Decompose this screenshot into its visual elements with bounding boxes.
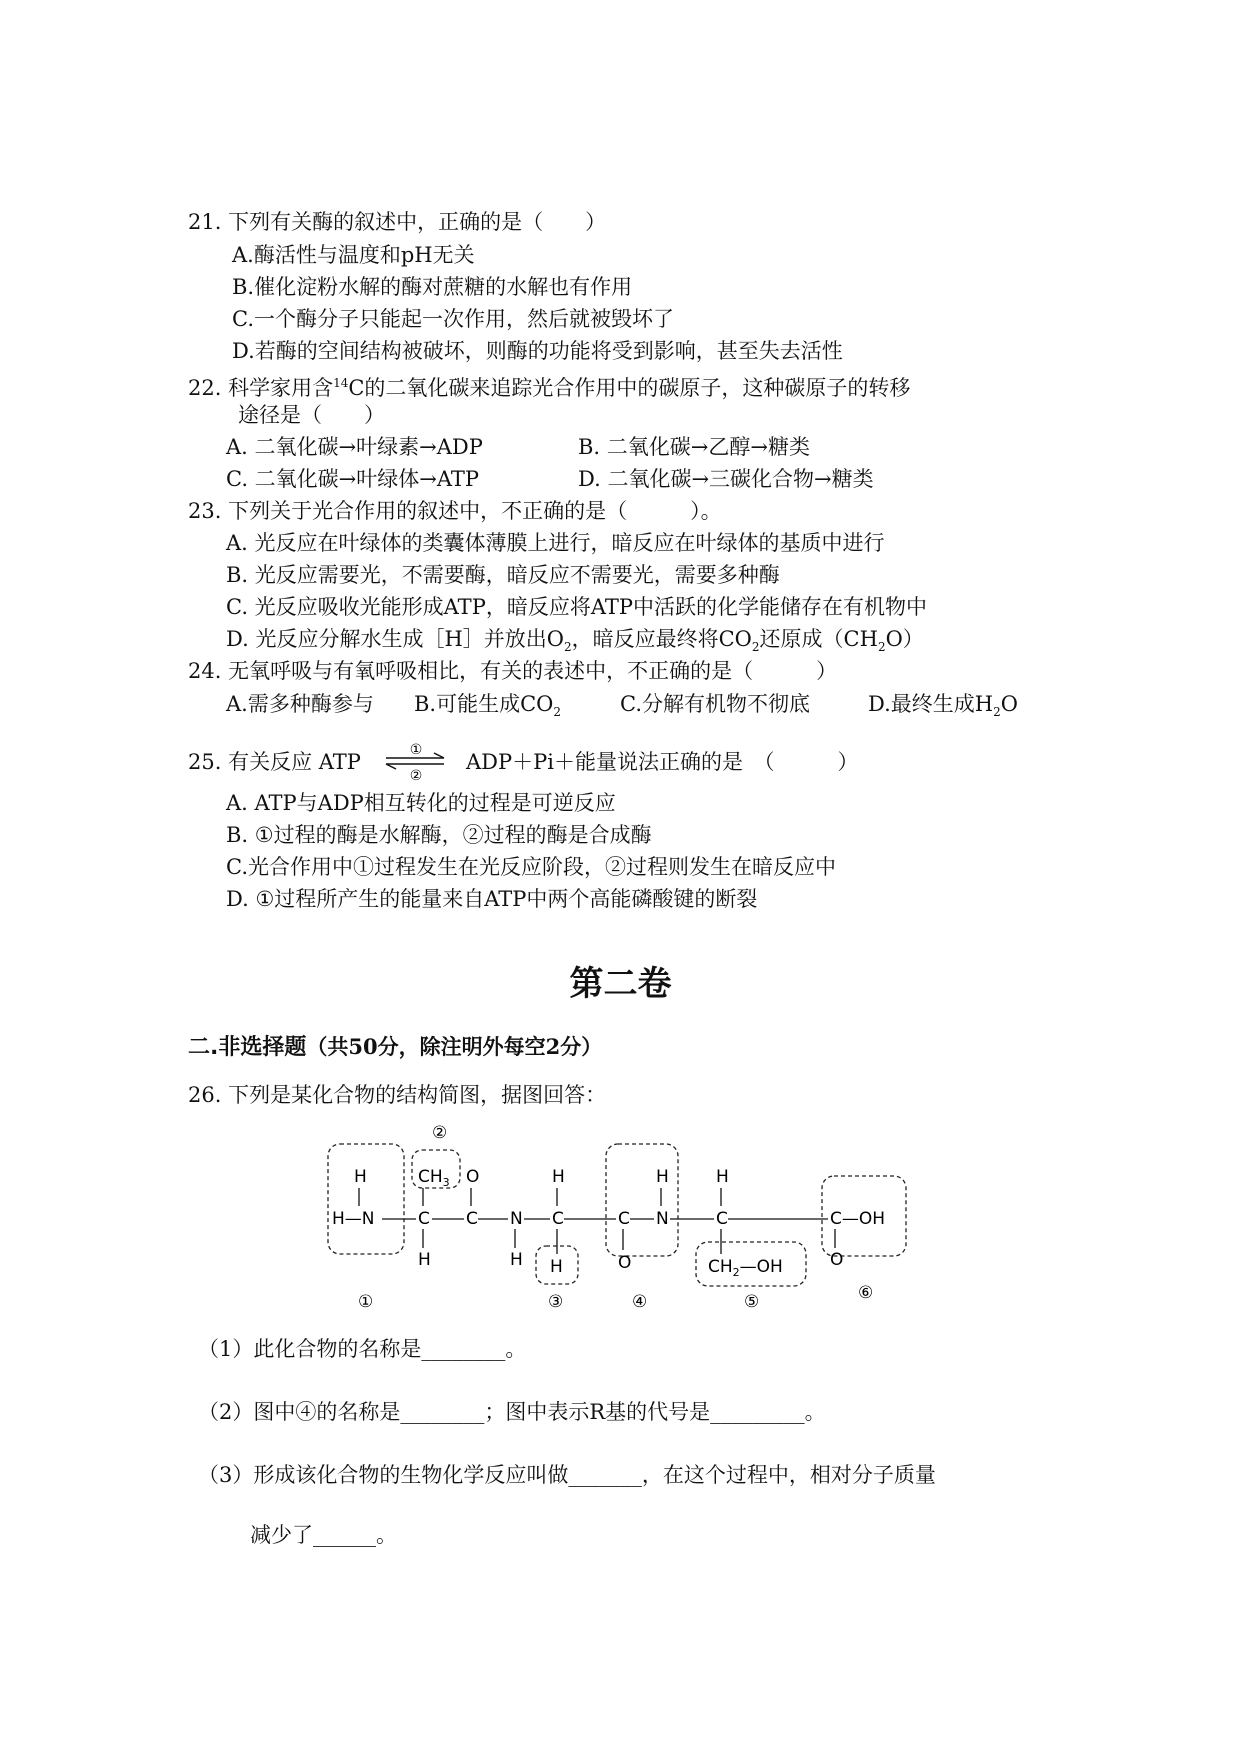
atom-h-3: H [510,1250,523,1270]
q25-option-a: A. ATP与ADP相互转化的过程是可逆反应 [226,791,616,815]
section-title: 二.非选择题 [188,1035,307,1060]
q22-stem-part-b: C的二氧化碳来追踪光合作用中的碳原子，这种碳原子的转移 [348,376,911,400]
q25-option-d: D. ①过程所产生的能量来自ATP中两个高能磷酸键的断裂 [226,887,758,911]
bonds [359,1188,835,1254]
q22-option-a: A. 二氧化碳→叶绿素→ADP [226,435,483,459]
group-label-4: ④ [632,1292,648,1310]
atom-c-3: C [552,1209,564,1229]
q22-stem-part-a: 22. 科学家用含 [188,376,334,400]
reversible-arrow [380,740,450,782]
atom-o-2: O [618,1253,632,1273]
q23-option-c: C. 光反应吸收光能形成ATP，暗反应将ATP中活跃的化学能储存在有机物中 [226,595,927,619]
arrow-label-2: ② [409,768,423,782]
part2-title: 第二卷 [569,964,672,1004]
atom-n-2: N [656,1209,669,1229]
atom-h-1: H [354,1167,367,1187]
atom-ch3 [418,1167,450,1189]
q24-option-d: D.最终生成$H_2O$ [868,692,1018,720]
atom-h-5: H [550,1257,563,1277]
atom-c-5: C [716,1209,728,1229]
group-label-2: ② [432,1123,448,1143]
q26-sub3-cont: 减少了______。 [250,1523,397,1547]
q22-option-c: C. 二氧化碳→叶绿体→ATP [226,467,480,491]
group-label-1: ① [358,1292,374,1310]
q23-option-d-part3: 还原成（CH [759,627,878,651]
q26-sub3: （3）形成该化合物的生物化学反应叫做_______，在这个过程中，相对分子质量 [198,1463,936,1487]
q24-option-b-text: B.可能生成CO [414,692,554,716]
arrow-label-1: ① [409,742,423,758]
atom-c-4: C [618,1209,630,1229]
section-note: （共50分，除注明外每空2分） [306,1034,603,1059]
q25-stem-part-a: 25. 有关反应 ATP [188,750,361,774]
group-label-6: ⑥ [858,1283,874,1303]
atom-o-3: O [830,1250,844,1270]
atom-o-1: O [466,1167,480,1187]
atom-ch2oh-text: CH [708,1257,733,1277]
atom-ch2oh-tail: —OH [739,1257,783,1277]
atom-h-4: H [552,1167,565,1187]
q21-option-b: B.催化淀粉水解的酶对蔗糖的水解也有作用 [232,275,633,299]
atom-ch3-text: CH [418,1167,443,1187]
q26-sub2: （2）图中④的名称是________；图中表示R基的代号是_________。 [198,1400,826,1424]
q22-isotope: 14 [333,376,349,390]
q21-stem: 21. 下列有关酶的叙述中，正确的是（ ） [188,210,607,234]
q26-stem: 26. 下列是某化合物的结构简图，据图回答： [188,1083,607,1107]
atom-h-6: H [656,1167,669,1187]
group-box-1 [328,1144,404,1254]
q22-option-b: B. 二氧化碳→乙醇→糖类 [578,435,810,459]
q24-option-d-tail: O [1000,692,1018,716]
atom-c-2: C [466,1209,478,1229]
q26-sub1: （1）此化合物的名称是________。 [198,1337,527,1361]
q23-option-d: D. 光反应分解水生成［H］并放出$O_2$，暗反应最终将$CO_2$还原成$(CH_2O)$ [226,627,924,655]
atom-ch2oh-sub: 2 [732,1266,740,1279]
q22-option-d: D. 二氧化碳→三碳化合物→糖类 [578,467,874,491]
atom-h-7: H [716,1167,729,1187]
q24-stem: 24. 无氧呼吸与有氧呼吸相比，有关的表述中，不正确的是（ ） [188,659,838,683]
q21-option-d: D.若酶的空间结构被破坏，则酶的功能将受到影响，甚至失去活性 [232,339,843,363]
q23-option-d-part4: O） [885,627,924,651]
q21-option-c: C.一个酶分子只能起一次作用，然后就被毁坏了 [232,307,674,331]
group-label-5: ⑤ [744,1292,760,1310]
q22-stem [188,368,910,403]
atom-h-2: H [418,1250,431,1270]
atom-hn: H—N [332,1209,375,1229]
q25-option-b: B. ①过程的酶是水解酶，②过程的酶是合成酶 [226,823,652,847]
q22-stem-cont: 途径是（ ） [238,403,385,427]
group-box-4 [606,1144,678,1256]
atom-ch3-sub: 3 [442,1176,450,1189]
q23-stem: 23. 下列关于光合作用的叙述中，不正确的是（ ）。 [188,499,722,523]
atom-cooh: C—OH [830,1209,886,1229]
q23-option-b: B. 光反应需要光，不需要酶，暗反应不需要光，需要多种酶 [226,563,780,587]
group-label-3: ③ [548,1292,564,1310]
q23-option-d-part1: D. 光反应分解水生成［H］并放出O [226,627,564,651]
q24-option-d-text: D.最终生成H [868,692,994,716]
q25-option-c: C.光合作用中①过程发生在光反应阶段，②过程则发生在暗反应中 [226,855,836,879]
q23-option-a: A. 光反应在叶绿体的类囊体薄膜上进行，暗反应在叶绿体的基质中进行 [226,531,885,555]
q25-stem-part-b: ADP＋Pi＋能量说法正确的是 （ ） [466,750,859,774]
q23-option-d-part2: ，暗反应最终将CO [571,627,752,651]
q24-option-a: A.需多种酶参与 [226,692,374,716]
q24-option-b: B.可能生成$CO_2$ [414,692,562,720]
q24-option-c: C.分解有机物不彻底 [620,692,810,716]
q21-option-a: A.酶活性与温度和pH无关 [232,243,475,267]
atom-c-1: C [418,1209,430,1229]
atom-ch2oh [708,1257,783,1279]
section-heading [188,1030,602,1061]
compound-structure-diagram [320,1110,920,1310]
atom-n-1: N [510,1209,523,1229]
